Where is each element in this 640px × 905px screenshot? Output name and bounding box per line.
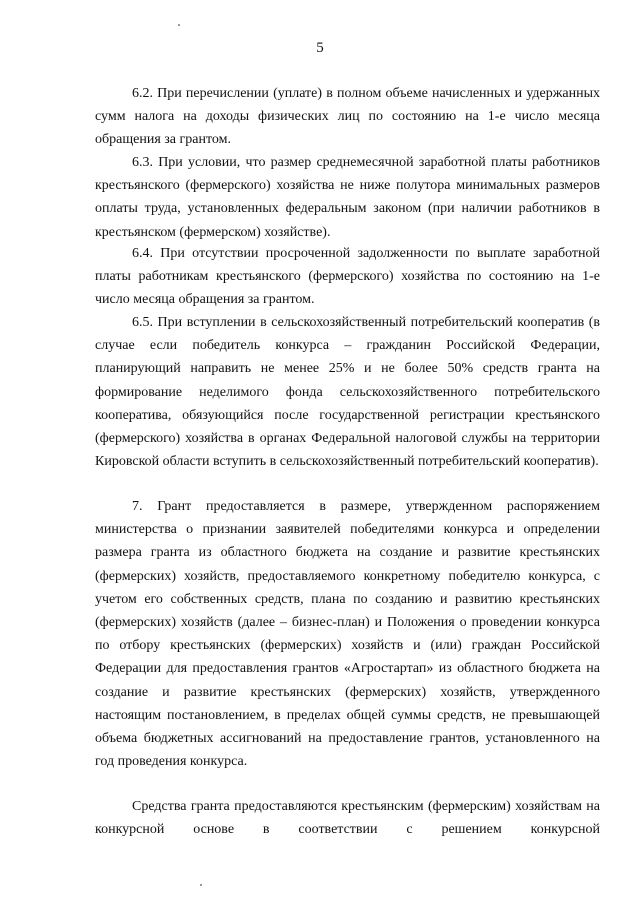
paragraph-text: 6.3. При условии, что размер среднемесячной заработной платы работников крестьянского (фермерского) хозяйства не ниже полутора минимальных размеров оплаты труда, установленных федеральным законом (при наличии работников в крестьянском (фермерском) хозяйстве). (95, 155, 600, 240)
scan-speck (178, 24, 180, 26)
paragraph-text: 7. Грант предоставляется в размере, утвержденном распоряжением министерства о признании заявителей победителями конкурса и определении размера гранта из областного бюджета на создание и развитие крестьянских (фермерских) хозяйств, предоставляемого конкретному победителю конкурса, с учетом его собственных средств, плана по созданию и развитию крестьянских (фермерских) хозяйств (далее – бизнес-план) и Положения о проведении конкурса по отбору крестьянских (фермерских) хозяйств и (или) граждан Российской Федерации для предоставления грантов «Агростартап» из областного бюджета на создание и развитие крестьянских (фермерских) хозяйств, утвержденного настоящим постановлением, в пределах общей суммы средств, не превышающей объема бюджетных ассигнований на предоставление грантов, установленного на год проведения конкурса. (95, 499, 600, 770)
scan-speck (200, 884, 202, 886)
paragraph-6-2 (95, 82, 600, 152)
paragraph-text: 6.2. При перечислении (уплате) в полном объеме начисленных и удержанных сумм налога на доходы физических лиц по состоянию на 1-е число месяца обращения за грантом. (95, 86, 600, 148)
paragraph-6-3 (95, 151, 600, 244)
paragraph-text: 6.4. При отсутствии просроченной задолженности по выплате заработной платы работникам крестьянского (фермерского) хозяйства по состоянию на 1-е число месяца обращения за грантом. (95, 246, 600, 308)
paragraph-grant-funds (95, 795, 600, 841)
paragraph-6-5 (95, 311, 600, 473)
paragraph-6-4 (95, 242, 600, 312)
paragraph-text: Средства гранта предоставляются крестьянским (фермерским) хозяйствам на конкурсной основе в соответствии с решением конкурсной (95, 799, 600, 838)
paragraph-text: 6.5. При вступлении в сельскохозяйственный потребительский кооператив (в случае если победитель конкурса – гражданин Российской Федерации, планирующий направить не менее 25% и не более 50% средств гранта на формирование неделимого фонда сельскохозяйственного потребительского кооператива, обязующийся после государственной регистрации крестьянского (фермерского) хозяйства в органах Федеральной налоговой службы на территории Кировской области вступить в сельскохозяйственный потребительский кооператив). (95, 315, 600, 470)
page-number: 5 (316, 40, 324, 56)
paragraph-7 (95, 495, 600, 773)
